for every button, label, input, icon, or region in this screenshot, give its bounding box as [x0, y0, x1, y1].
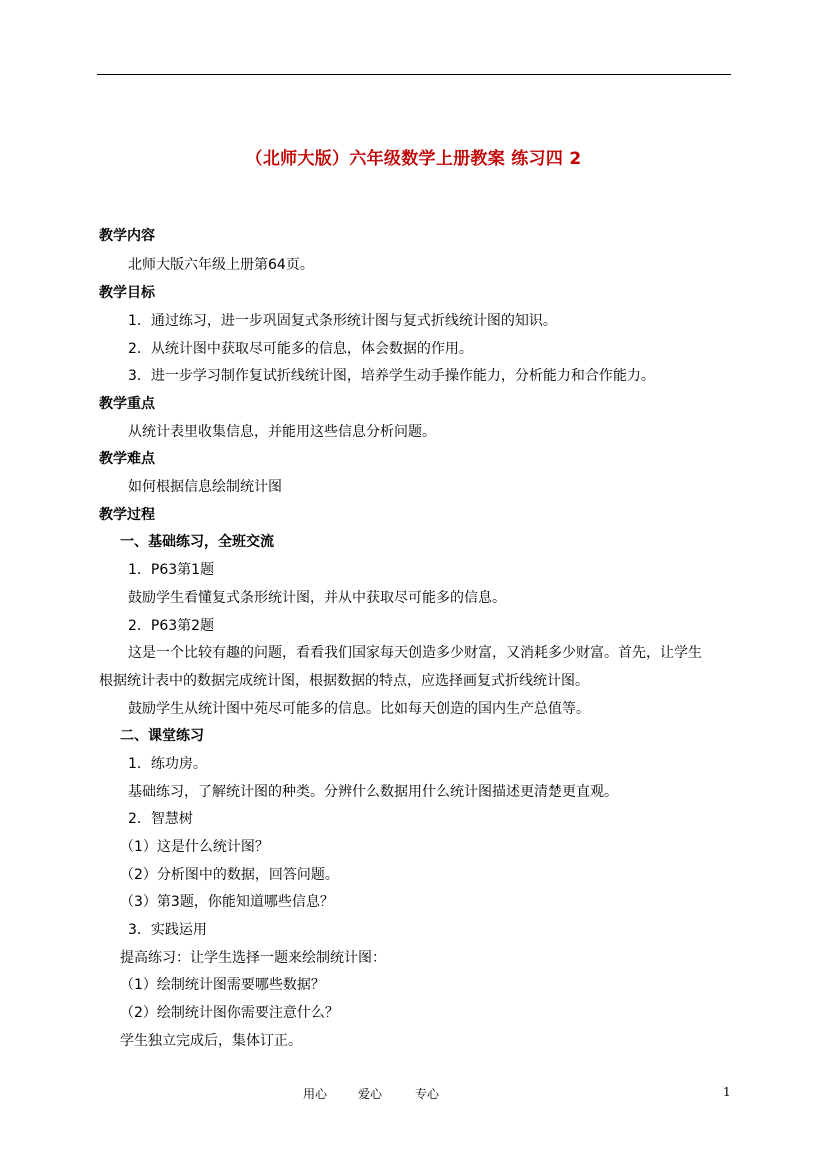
part2-item3: 3．实践运用 — [128, 922, 207, 938]
document-title: （北师大版）六年级数学上册教案 练习四 2 — [245, 149, 582, 169]
part1-item2-text-c: 鼓励学生从统计图中苑尽可能多的信息。比如每天创造的国内生产总值等。 — [128, 701, 590, 717]
part1-item1: 1．P63第1题 — [128, 562, 215, 578]
part1-item2-text-a: 这是一个比较有趣的问题，看看我们国家每天创造多少财富，又消耗多少财富。首先，让学生 — [128, 645, 702, 661]
part2-item2: 2．智慧树 — [128, 811, 193, 827]
heading-key-points: 教学重点 — [99, 396, 155, 412]
heading-process: 教学过程 — [99, 507, 155, 523]
part2-item2-q1: （1）这是什么统计图？ — [120, 839, 269, 855]
part2-item2-q3: （3）第3题，你能知道哪些信息？ — [120, 894, 334, 910]
part1-item1-text: 鼓励学生看懂复式条形统计图，并从中获取尽可能多的信息。 — [128, 590, 506, 606]
goal-3: 3．进一步学习制作复试折线统计图，培养学生动手操作能力，分析能力和合作能力。 — [128, 368, 655, 384]
part1-item2-text-b: 根据统计表中的数据完成统计图，根据数据的特点，应选择画复式折线统计图。 — [99, 673, 589, 689]
footer-motto-1: 用心 — [303, 1087, 328, 1101]
header-rule — [97, 74, 731, 75]
part2-item3-end: 学生独立完成后，集体订正。 — [120, 1033, 302, 1049]
goal-1: 1．通过练习，进一步巩固复式条形统计图与复式折线统计图的知识。 — [128, 313, 557, 329]
goal-2: 2．从统计图中获取尽可能多的信息，体会数据的作用。 — [128, 341, 473, 357]
footer-motto-2: 爱心 — [358, 1087, 383, 1101]
heading-goals: 教学目标 — [99, 285, 155, 301]
heading-difficult-points: 教学难点 — [99, 451, 155, 467]
difficult-points-text: 如何根据信息绘制统计图 — [128, 479, 282, 495]
content-text: 北师大版六年级上册第64页。 — [128, 257, 314, 273]
part2-item1-text: 基础练习，了解统计图的种类。分辨什么数据用什么统计图描述更清楚更直观。 — [128, 784, 618, 800]
heading-content: 教学内容 — [99, 228, 155, 244]
part2-item3-text: 提高练习：让学生选择一题来绘制统计图： — [120, 950, 386, 966]
part2-item2-q2: （2）分析图中的数据，回答问题。 — [120, 867, 339, 883]
part2-heading: 二、课堂练习 — [120, 728, 204, 744]
key-points-text: 从统计表里收集信息，并能用这些信息分析问题。 — [128, 424, 436, 440]
part1-item2: 2．P63第2题 — [128, 618, 215, 634]
part2-item3-q2: （2）绘制统计图你需要注意什么？ — [120, 1005, 339, 1021]
part1-heading: 一、基础练习，全班交流 — [120, 534, 274, 550]
footer-motto-3: 专心 — [415, 1087, 440, 1101]
part2-item3-q1: （1）绘制统计图需要哪些数据？ — [120, 977, 325, 993]
part2-item1: 1．练功房。 — [128, 756, 207, 772]
page-number: 1 — [723, 1085, 731, 1099]
